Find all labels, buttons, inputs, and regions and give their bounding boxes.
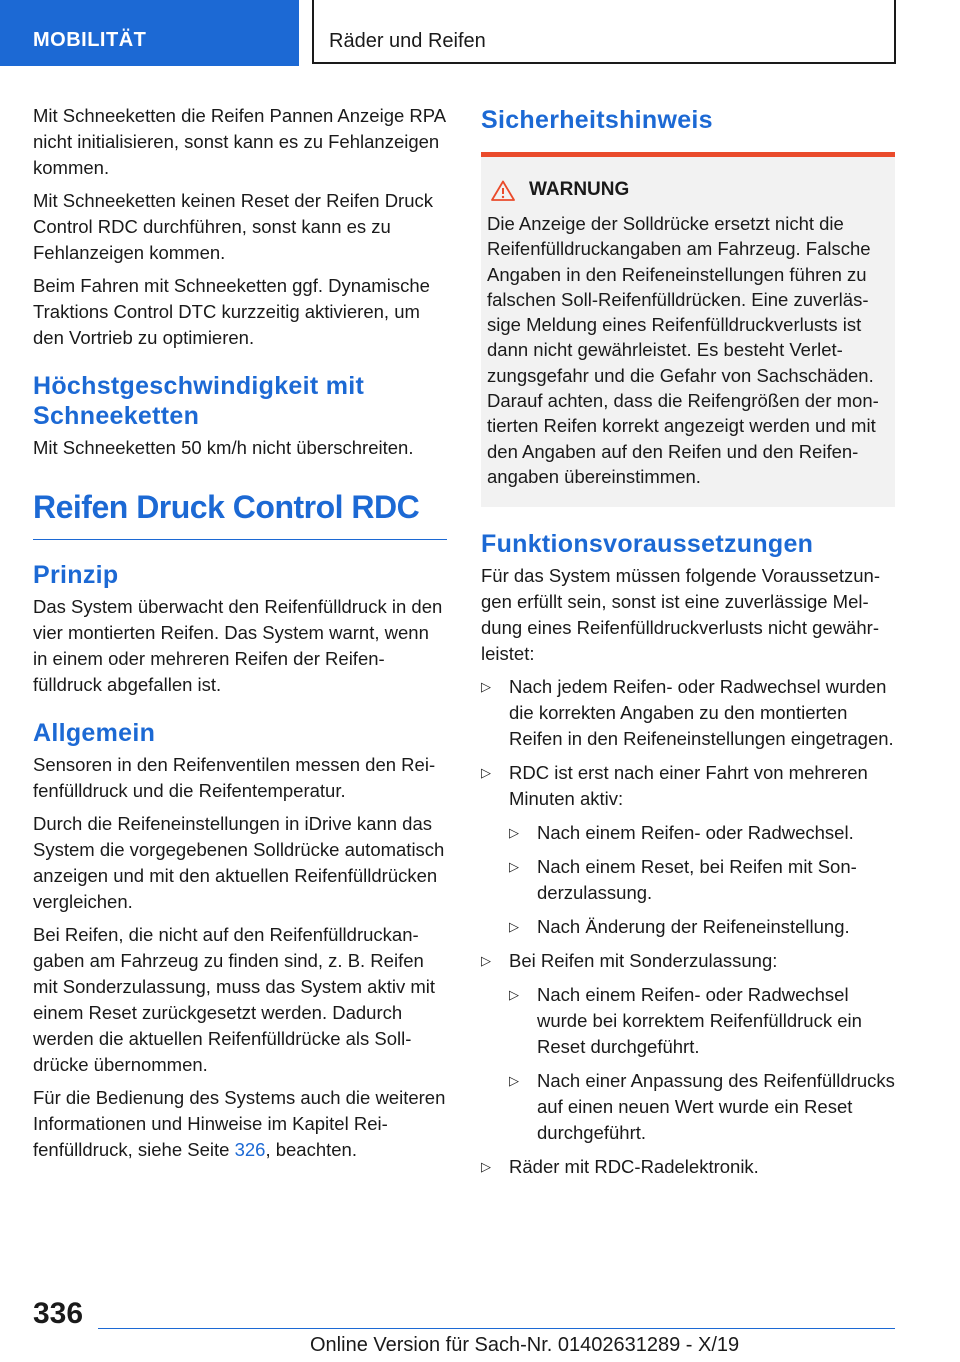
sub-list-item (509, 914, 895, 940)
bullet-triangle-icon: ▷ (509, 1073, 519, 1089)
final-text-end: , beachten. (265, 1139, 357, 1160)
sub-list-item (509, 1068, 895, 1146)
paragraph: Durch die Reifeneinstellungen in iDrive kann das System die vorgegebenen Solldrücke automatisch anzeigen und mit den aktuellen Reifenfülldrücken vergleichen. (33, 813, 445, 912)
paragraph: Mit Schneeketten keinen Reset der Reifen Druck Control RDC durchführen, sonst kann es zu Fehlanzeigen kommen. (33, 190, 434, 263)
bullet-triangle-icon: ▷ (481, 953, 491, 969)
requirements-list (481, 674, 895, 1180)
requirements-intro: Für das System müssen folgende Voraussetzungen erfüllt sein, sonst ist eine zuverlässige Meldung eines Reifenfülldruckverlusts nicht gewährleistet: (481, 565, 880, 665)
list-item-text: Nach jedem Reifen- oder Radwechsel wurden die korrekten Angaben zu den montierten Reifen in den Reifeneinstellungen eingetragen. (509, 676, 894, 750)
list-item-text: Räder mit RDC-Radelektronik. (509, 1156, 759, 1178)
safety-heading: Sicherheitshinweis (481, 106, 713, 134)
principle-text: Das System überwacht den Reifenfülldruck in den vier montierten Reifen. Das System warnt, wenn in einem oder mehreren Reifen der Reifenfülldruck abgefallen ist. (33, 596, 443, 695)
warning-header (487, 177, 887, 203)
sub-list (509, 982, 895, 1146)
footer-divider (98, 1328, 895, 1329)
bullet-triangle-icon: ▷ (481, 1159, 491, 1175)
bullet-triangle-icon: ▷ (481, 679, 491, 695)
warning-triangle-icon (491, 180, 515, 201)
paragraph: Beim Fahren mit Schneeketten ggf. Dynamische Traktions Control DTC kurzzeitig aktivieren, um den Vortrieb zu optimieren. (33, 275, 430, 348)
paragraph: Mit Schneeketten die Reifen Pannen Anzeige RPA nicht initialisieren, sonst kann es zu Fehlanzeigen kommen. (33, 105, 446, 178)
page-header (0, 0, 960, 66)
rdc-heading: Reifen Druck Control RDC (33, 487, 447, 540)
bullet-triangle-icon: ▷ (481, 765, 491, 781)
principle-heading: Prinzip (33, 561, 119, 589)
right-column (481, 103, 895, 1188)
paragraph: Sensoren in den Reifenventilen messen den Reifenfülldruck und die Reifentemperatur. (33, 754, 436, 801)
sub-list (509, 820, 895, 940)
sub-item-text: Nach einem Reifen- oder Radwechsel. (537, 822, 854, 844)
list-item (481, 1154, 895, 1180)
list-item-text: Bei Reifen mit Sonderzulassung: (509, 950, 778, 972)
left-column (33, 103, 447, 1170)
sub-list-item (509, 820, 895, 846)
list-item (481, 948, 895, 1146)
bullet-triangle-icon: ▷ (509, 987, 519, 1003)
list-item-text: RDC ist erst nach einer Fahrt von mehreren Minuten aktiv: (509, 762, 868, 810)
warning-title: WARNUNG (529, 179, 630, 200)
final-text: Für die Bedienung des Systems auch die weiteren Informationen und Hinweise im Kapitel Reifenfülldruck, siehe Seite (33, 1087, 446, 1160)
bullet-triangle-icon: ▷ (509, 859, 519, 875)
page-reference-link[interactable]: 326 (234, 1139, 266, 1160)
paragraph: Bei Reifen, die nicht auf den Reifenfülldruckangaben am Fahrzeug zu finden sind, z. B. Reifen mit Sonderzulassung, muss das System aktiv mit einem Reset zurückgesetzt werden. Dadurch werden die aktuellen Reifenfülldrücke als Solldrücke übernommen. (33, 924, 436, 1075)
sub-item-text: Nach einem Reset, bei Reifen mit Sonderzulassung. (537, 856, 857, 904)
warning-box (481, 152, 895, 507)
final-paragraph (33, 1085, 447, 1163)
warning-text: Die Anzeige der Solldrücke ersetzt nicht die Reifenfülldruckangaben am Fahrzeug. Falsche Angaben in den Reifeneinstellungen führen zu falschen Soll-Reifenfülldrücken. Eine zuverlässige Meldung eines Reifenfülldruckverlusts ist dann nicht gewährleistet. Es besteht Verletzungsgefahr und die Gefahr von Sachschäden. Darauf achten, dass die Reifengrößen der montierten Reifen korrekt angezeigt werden und mit den Angaben auf den Reifen und den Reifenangaben übereinstimmen. (487, 213, 879, 487)
sub-item-text: Nach Änderung der Reifeneinstellung. (537, 916, 850, 938)
sub-list-item (509, 982, 895, 1060)
chapter-title: Räder und Reifen (312, 0, 896, 64)
sub-list-item (509, 854, 895, 906)
sub-item-text: Nach einem Reifen- oder Radwechsel wurde bei korrektem Reifenfülldruck ein Reset durchgeführt. (537, 984, 862, 1058)
general-heading: Allgemein (33, 719, 156, 747)
section-tab: MOBILITÄT (0, 0, 299, 66)
list-item (481, 760, 895, 940)
footer-text: Online Version für Sach-Nr. 01402631289 - X/19 (310, 1334, 740, 1356)
bullet-triangle-icon: ▷ (509, 919, 519, 935)
page-number: 336 (33, 1297, 84, 1330)
sub-item-text: Nach einer Anpassung des Reifenfülldrucks auf einen neuen Wert wurde ein Reset durchgeführt. (537, 1070, 895, 1144)
list-item (481, 674, 895, 752)
bullet-triangle-icon: ▷ (509, 825, 519, 841)
speed-text: Mit Schneeketten 50 km/h nicht überschreiten. (33, 437, 414, 458)
requirements-heading: Funktionsvoraussetzungen (481, 530, 814, 559)
speed-heading: Höchstgeschwindigkeit mit Schneeketten (33, 372, 365, 430)
